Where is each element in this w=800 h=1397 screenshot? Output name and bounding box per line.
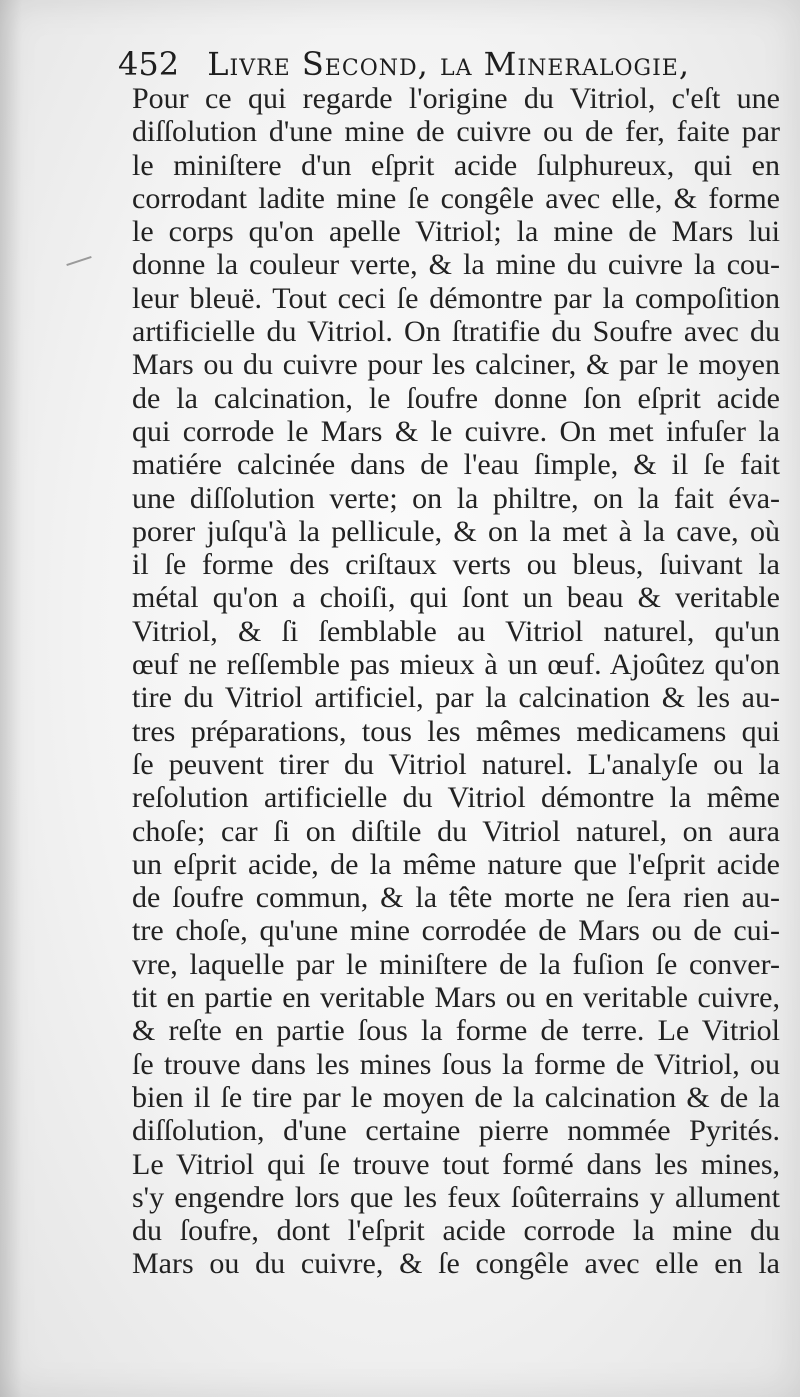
text-line: de la calcination, le ſoufre donne ſon eſprit acide [132, 381, 780, 415]
text-line: tre choſe, qu'une mine corrodée de Mars ou de cui- [132, 914, 780, 948]
text-line: vre, laquelle par le miniſtere de la fuſion ſe conver- [132, 947, 780, 981]
margin-mark [66, 256, 91, 266]
text-line: tres préparations, tous les mêmes medicamens qui [132, 714, 780, 748]
text-line: le corps qu'on apelle Vitriol; la mine de Mars lui [132, 215, 780, 249]
text-line: Vitriol, & ſi ſemblable au Vitriol naturel, qu'un [132, 614, 780, 648]
text-line: œuf ne reſſemble pas mieux à un œuf. Ajoûtez qu'on [132, 648, 780, 682]
text-line: de ſoufre commun, & la tête morte ne ſera rien au- [132, 881, 780, 915]
running-title: Livre Second, la Mineralogie, [207, 45, 690, 83]
text-line: s'y engendre lors que les feux ſoûterrains y allument [132, 1180, 780, 1214]
text-line: bien il ſe tire par le moyen de la calcination & de la [132, 1080, 780, 1114]
text-line: diſſolution, d'une certaine pierre nommée Pyrités. [132, 1114, 780, 1148]
text-line: ſe peuvent tirer du Vitriol naturel. L'analyſe ou la [132, 747, 780, 781]
text-line: & reſte en partie ſous la forme de terre. Le Vitriol [132, 1014, 780, 1048]
running-header [118, 44, 738, 84]
text-line: Pour ce qui regarde l'origine du Vitriol, c'eſt une [132, 82, 780, 115]
text-line: Le Vitriol qui ſe trouve tout formé dans les mines, [132, 1147, 780, 1181]
page-gutter-shadow [0, 0, 22, 1397]
text-line: Mars ou du cuivre, & ſe congêle avec elle en la [132, 1247, 780, 1281]
text-line: choſe; car ſi on diſtile du Vitriol naturel, on aura [132, 814, 780, 848]
text-line: ſe trouve dans les mines ſous la forme de Vitriol, ou [132, 1047, 780, 1081]
body-text [132, 82, 780, 1281]
text-line: un eſprit acide, de la même nature que l'eſprit acide [132, 847, 780, 881]
text-line: il ſe forme des criſtaux verts ou bleus, ſuivant la [132, 548, 780, 582]
text-line: corrodant ladite mine ſe congêle avec elle, & forme [132, 181, 780, 215]
text-line: qui corrode le Mars & le cuivre. On met infuſer la [132, 414, 780, 448]
text-line: le miniſtere d'un eſprit acide ſulphureux, qui en [132, 148, 780, 182]
text-line: tire du Vitriol artificiel, par la calcination & les au- [132, 681, 780, 715]
text-line: reſolution artificielle du Vitriol démontre la même [132, 781, 780, 815]
text-line: leur bleuë. Tout ceci ſe démontre par la compoſition [132, 281, 780, 315]
page-number: 452 [118, 45, 180, 83]
text-line: une diſſolution verte; on la philtre, on la fait éva- [132, 481, 780, 515]
text-line: matiére calcinée dans de l'eau ſimple, & il ſe fait [132, 448, 780, 482]
text-line: tit en partie en veritable Mars ou en veritable cuivre, [132, 981, 780, 1015]
text-line: artificielle du Vitriol. On ſtratifie du Soufre avec du [132, 315, 780, 349]
text-line: Mars ou du cuivre pour les calciner, & par le moyen [132, 348, 780, 382]
text-line: porer juſqu'à la pellicule, & on la met à la cave, où [132, 514, 780, 548]
text-line: donne la couleur verte, & la mine du cuivre la cou- [132, 248, 780, 282]
text-line: métal qu'on a choiſi, qui ſont un beau & veritable [132, 581, 780, 615]
text-line: diſſolution d'une mine de cuivre ou de fer, faite par [132, 115, 780, 149]
text-line: du ſoufre, dont l'eſprit acide corrode la mine du [132, 1214, 780, 1248]
